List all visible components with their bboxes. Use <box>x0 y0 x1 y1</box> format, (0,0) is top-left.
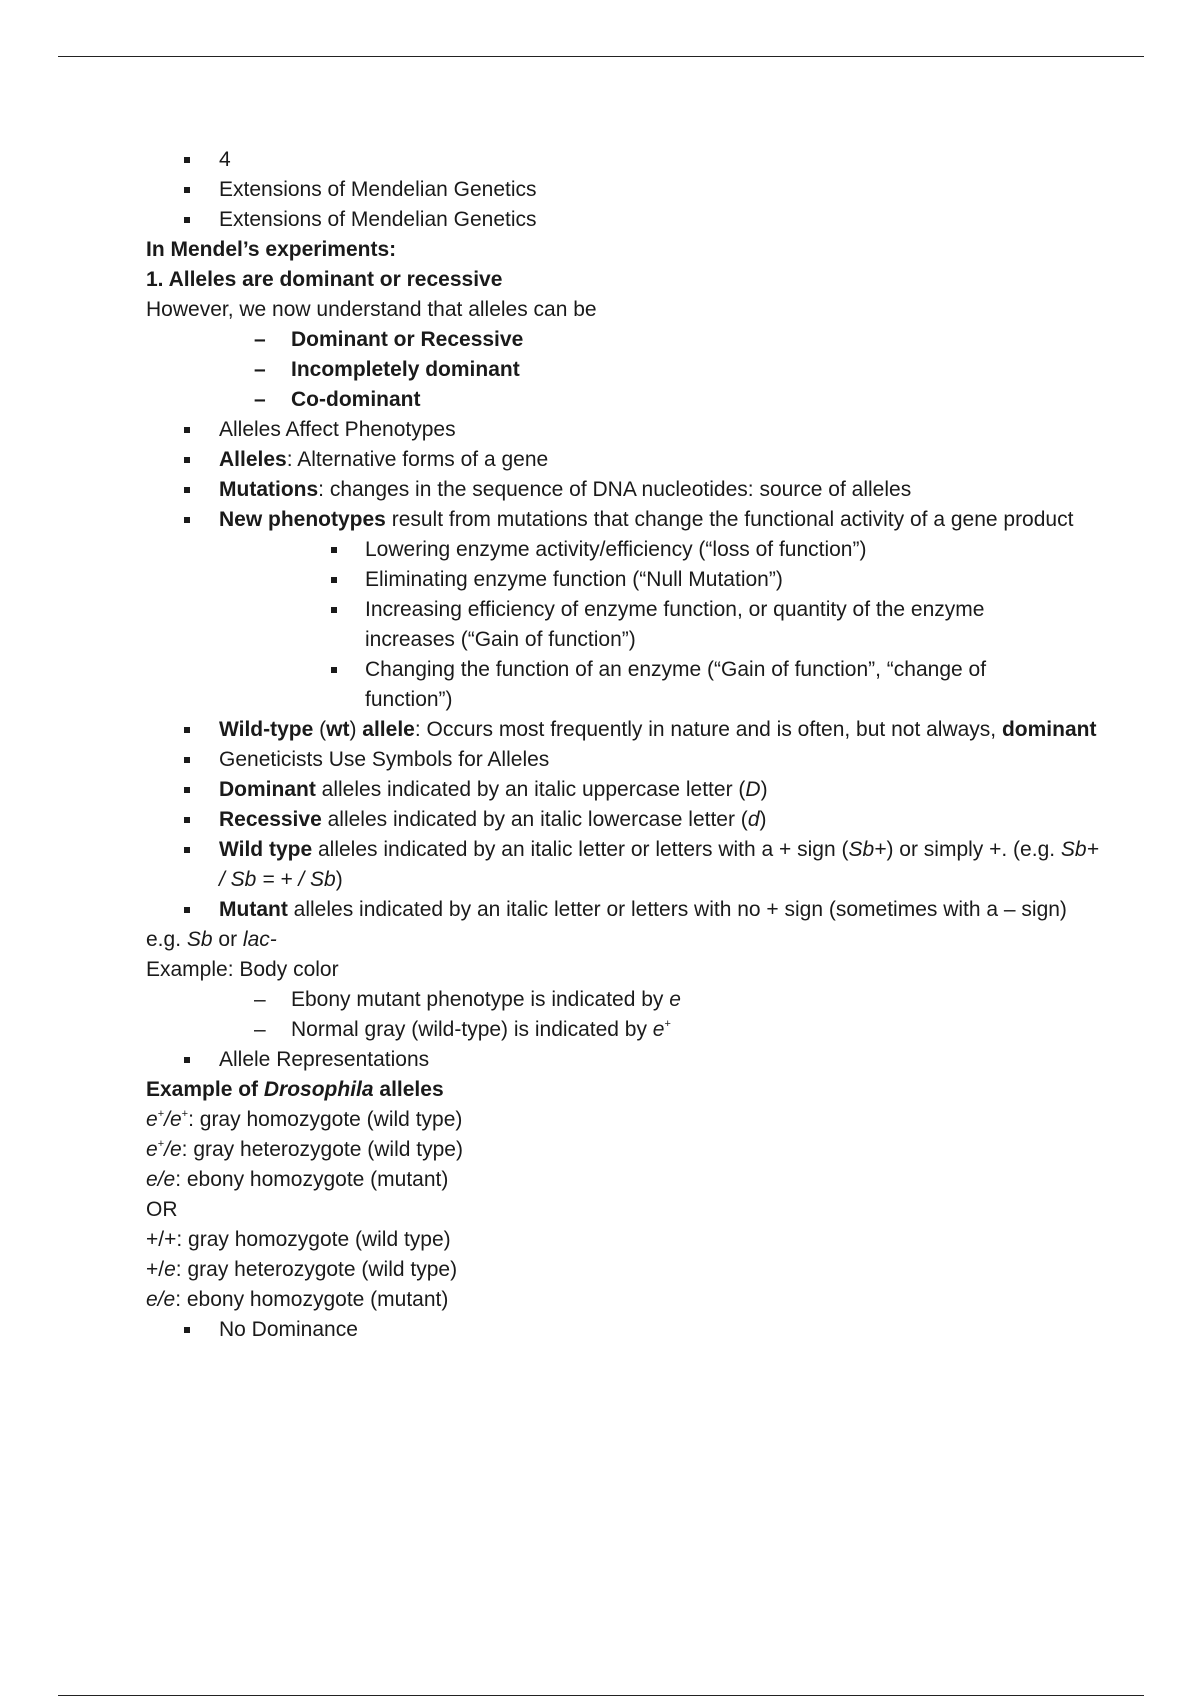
genotype-line: e/e: ebony homozygote (mutant) <box>146 1168 449 1191</box>
list-item: Geneticists Use Symbols for Alleles <box>146 745 1106 775</box>
list-item: No Dominance <box>146 1315 1106 1345</box>
sub-list-item: Eliminating enzyme function (“Null Mutation”) <box>146 565 1106 595</box>
footer-rule <box>58 1695 1144 1696</box>
list-item: Alleles Affect Phenotypes <box>146 415 1106 445</box>
section-heading: Example of Drosophila alleles <box>146 1078 444 1101</box>
dash-item: – Co-dominant <box>146 385 1106 415</box>
section-heading: In Mendel’s experiments: <box>146 238 397 261</box>
document-body <box>146 145 1106 1345</box>
genotype-line: e+/e+: gray homozygote (wild type) <box>146 1108 463 1131</box>
genotype-line: +/e: gray heterozygote (wild type) <box>146 1258 458 1281</box>
list-item: Wild type alleles indicated by an italic letter or letters with a + sign (Sb+) or simply +. (e.g. Sb+ / Sb = + / Sb) <box>146 835 1106 895</box>
genotype-line: e+/e: gray heterozygote (wild type) <box>146 1138 463 1161</box>
list-item: Allele Representations <box>146 1045 1106 1075</box>
list-item: Dominant alleles indicated by an italic uppercase letter (D) <box>146 775 1106 805</box>
sub-list-item: Lowering enzyme activity/efficiency (“loss of function”) <box>146 535 1106 565</box>
paragraph: However, we now understand that alleles can be <box>146 298 597 321</box>
numbered-point: 1. Alleles are dominant or recessive <box>146 268 503 291</box>
genotype-line: e/e: ebony homozygote (mutant) <box>146 1288 449 1311</box>
list-item: Mutant alleles indicated by an italic letter or letters with no + sign (sometimes with a – sign) <box>146 895 1106 925</box>
sub-list-item: Increasing efficiency of enzyme function, or quantity of the enzyme increases (“Gain of function”) <box>146 595 1045 655</box>
header-rule <box>58 56 1144 57</box>
list-item: Recessive alleles indicated by an italic lowercase letter (d) <box>146 805 1106 835</box>
list-item: New phenotypes result from mutations that change the functional activity of a gene product <box>146 505 1106 535</box>
paragraph: Example: Body color <box>146 958 339 981</box>
dash-item: – Dominant or Recessive <box>146 325 1106 355</box>
dash-item: – Normal gray (wild-type) is indicated by e+ <box>146 1015 1106 1045</box>
list-item: Alleles: Alternative forms of a gene <box>146 445 1106 475</box>
paragraph: OR <box>146 1198 178 1221</box>
sub-list-item: Changing the function of an enzyme (“Gain of function”, “change of function”) <box>146 655 1045 715</box>
dash-item: – Incompletely dominant <box>146 355 1106 385</box>
list-item: Extensions of Mendelian Genetics <box>146 175 1106 205</box>
list-item: Wild-type (wt) allele: Occurs most frequently in nature and is often, but not always, dominant <box>146 715 1106 745</box>
list-item: Mutations: changes in the sequence of DNA nucleotides: source of alleles <box>146 475 1106 505</box>
dash-item: – Ebony mutant phenotype is indicated by e <box>146 985 1106 1015</box>
genotype-line: +/+: gray homozygote (wild type) <box>146 1228 451 1251</box>
list-item: 4 <box>146 145 1106 175</box>
paragraph: e.g. Sb or lac- <box>146 928 277 951</box>
list-item: Extensions of Mendelian Genetics <box>146 205 1106 235</box>
